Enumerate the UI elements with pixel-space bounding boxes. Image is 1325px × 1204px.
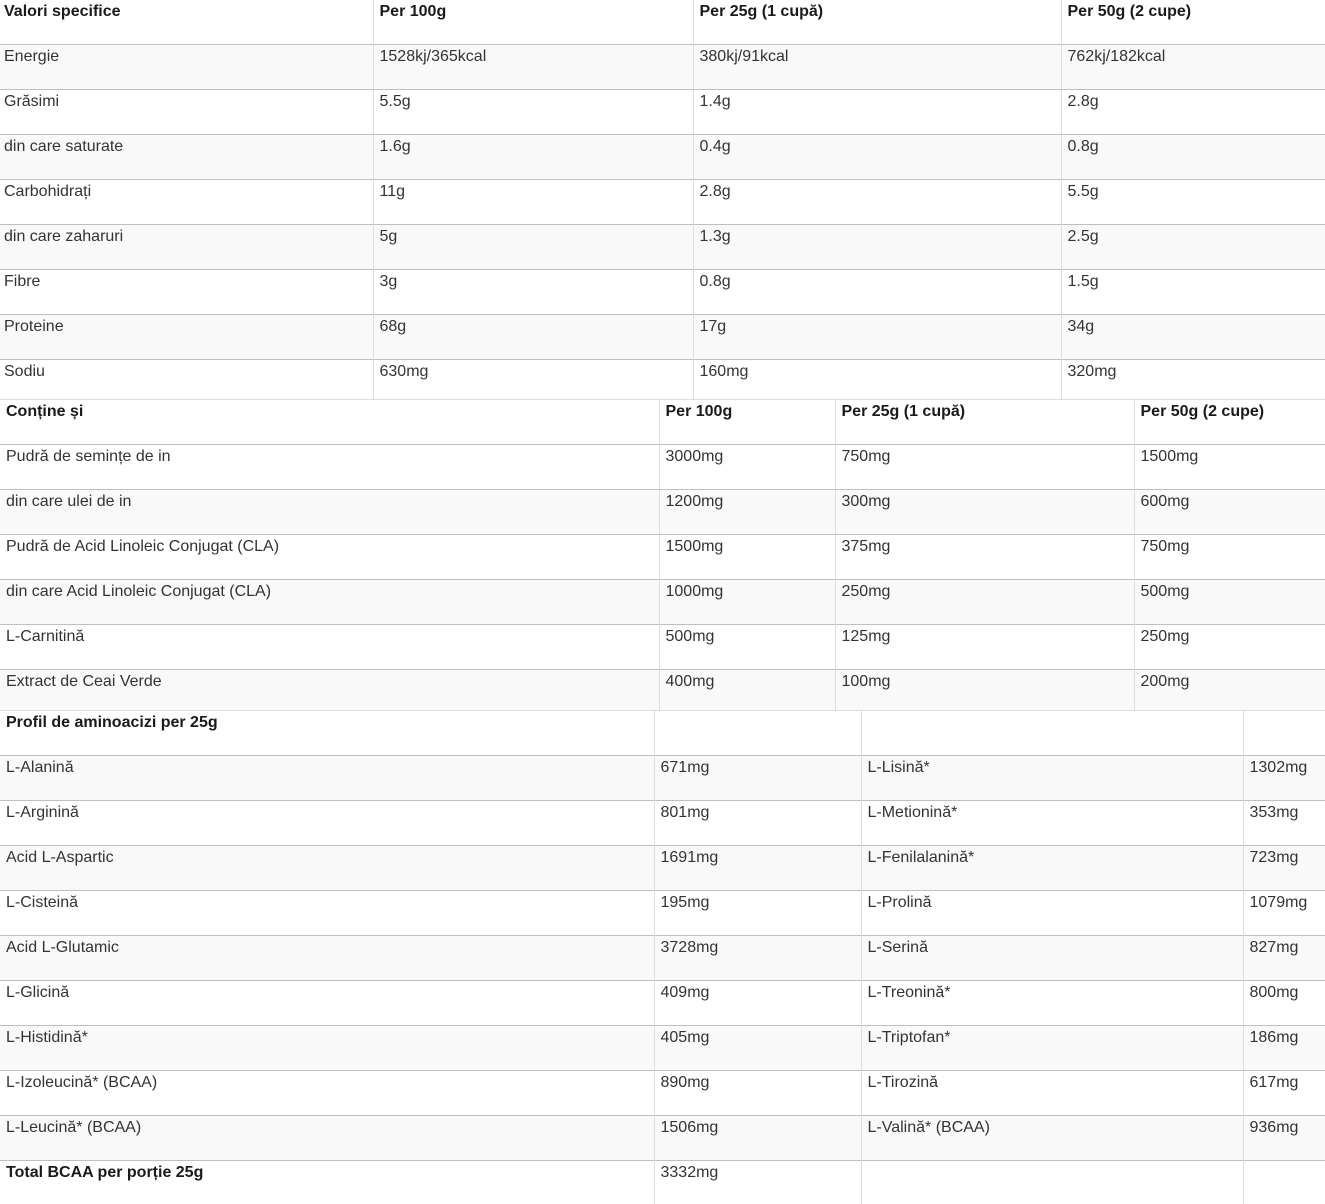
amino-value: 936mg <box>1243 1115 1325 1160</box>
column-header: Per 50g (2 cupe) <box>1061 0 1325 44</box>
table-row <box>0 179 1325 224</box>
amino-value: 723mg <box>1243 845 1325 890</box>
value-cell: 68g <box>373 314 693 359</box>
table-row <box>0 269 1325 314</box>
amino-name: L-Triptofan* <box>861 1025 1243 1070</box>
empty-cell <box>654 710 861 755</box>
value-cell: 2.5g <box>1061 224 1325 269</box>
value-cell: 34g <box>1061 314 1325 359</box>
empty-cell <box>861 710 1243 755</box>
value-cell: 200mg <box>1134 670 1325 710</box>
value-cell: 17g <box>693 314 1061 359</box>
value-cell: 1528kj/365kcal <box>373 44 693 89</box>
row-label: Energie <box>0 44 373 89</box>
value-cell: 1500mg <box>1134 445 1325 490</box>
value-cell: 750mg <box>835 445 1134 490</box>
value-cell: 762kj/182kcal <box>1061 44 1325 89</box>
value-cell: 100mg <box>835 670 1134 710</box>
column-header: Per 25g (1 cupă) <box>835 400 1134 445</box>
amino-name: L-Tirozină <box>861 1070 1243 1115</box>
column-header: Per 100g <box>659 400 835 445</box>
value-cell: 1.3g <box>693 224 1061 269</box>
value-cell: 2.8g <box>1061 89 1325 134</box>
value-cell: 0.4g <box>693 134 1061 179</box>
amino-name: Acid L-Aspartic <box>0 845 654 890</box>
amino-name: L-Fenilalanină* <box>861 845 1243 890</box>
value-cell: 630mg <box>373 359 693 399</box>
amino-value: 1302mg <box>1243 755 1325 800</box>
amino-name: L-Valină* (BCAA) <box>861 1115 1243 1160</box>
empty-cell <box>861 1160 1243 1204</box>
value-cell: 125mg <box>835 625 1134 670</box>
amino-name: L-Arginină <box>0 800 654 845</box>
value-cell: 250mg <box>1134 625 1325 670</box>
amino-value: 671mg <box>654 755 861 800</box>
value-cell: 250mg <box>835 580 1134 625</box>
table-row <box>0 44 1325 89</box>
amino-name: L-Lisină* <box>861 755 1243 800</box>
value-cell: 5.5g <box>1061 179 1325 224</box>
amino-value: 1506mg <box>654 1115 861 1160</box>
amino-name: L-Histidină* <box>0 1025 654 1070</box>
table-row <box>0 535 1325 580</box>
row-label: Carbohidrați <box>0 179 373 224</box>
amino-value: 801mg <box>654 800 861 845</box>
amino-name: Acid L-Glutamic <box>0 935 654 980</box>
row-label: Grăsimi <box>0 89 373 134</box>
value-cell: 3g <box>373 269 693 314</box>
amino-value: 186mg <box>1243 1025 1325 1070</box>
amino-value: 353mg <box>1243 800 1325 845</box>
table-row <box>0 1115 1325 1160</box>
value-cell: 320mg <box>1061 359 1325 399</box>
amino-name: L-Cisteină <box>0 890 654 935</box>
amino-value: 195mg <box>654 890 861 935</box>
table-row <box>0 134 1325 179</box>
amino-name: L-Prolină <box>861 890 1243 935</box>
column-header: Per 50g (2 cupe) <box>1134 400 1325 445</box>
empty-cell <box>1243 1160 1325 1204</box>
row-label: Fibre <box>0 269 373 314</box>
table-row <box>0 845 1325 890</box>
amino-value: 617mg <box>1243 1070 1325 1115</box>
value-cell: 1.5g <box>1061 269 1325 314</box>
amino-name: L-Treonină* <box>861 980 1243 1025</box>
value-cell: 1.4g <box>693 89 1061 134</box>
amino-value: 409mg <box>654 980 861 1025</box>
amino-header: Profil de aminoacizi per 25g <box>0 710 654 755</box>
amino-value: 1691mg <box>654 845 861 890</box>
table-row <box>0 580 1325 625</box>
amino-value: 3728mg <box>654 935 861 980</box>
value-cell: 600mg <box>1134 490 1325 535</box>
value-cell: 400mg <box>659 670 835 710</box>
table-row <box>0 935 1325 980</box>
row-label: Proteine <box>0 314 373 359</box>
table-row <box>0 980 1325 1025</box>
table-row <box>0 755 1325 800</box>
value-cell: 3000mg <box>659 445 835 490</box>
header-row <box>0 0 1325 44</box>
nutrition-table <box>0 0 1325 399</box>
amino-name: L-Izoleucină* (BCAA) <box>0 1070 654 1115</box>
value-cell: 11g <box>373 179 693 224</box>
row-label: din care Acid Linoleic Conjugat (CLA) <box>0 580 659 625</box>
column-header: Per 25g (1 cupă) <box>693 0 1061 44</box>
value-cell: 500mg <box>659 625 835 670</box>
table-row <box>0 890 1325 935</box>
table-row <box>0 224 1325 269</box>
amino-name: L-Alanină <box>0 755 654 800</box>
value-cell: 2.8g <box>693 179 1061 224</box>
table-row <box>0 359 1325 399</box>
table-row <box>0 1070 1325 1115</box>
value-cell: 500mg <box>1134 580 1325 625</box>
total-value: 3332mg <box>654 1160 861 1204</box>
value-cell: 1500mg <box>659 535 835 580</box>
table-row <box>0 89 1325 134</box>
value-cell: 380kj/91kcal <box>693 44 1061 89</box>
value-cell: 1200mg <box>659 490 835 535</box>
row-label: Extract de Ceai Verde <box>0 670 659 710</box>
total-row <box>0 1160 1325 1204</box>
row-label: Sodiu <box>0 359 373 399</box>
row-label: din care ulei de in <box>0 490 659 535</box>
row-label: Pudră de Acid Linoleic Conjugat (CLA) <box>0 535 659 580</box>
header-row <box>0 710 1325 755</box>
amino-name: L-Metionină* <box>861 800 1243 845</box>
header-row <box>0 400 1325 445</box>
table-row <box>0 1025 1325 1070</box>
table-row <box>0 800 1325 845</box>
table-row <box>0 670 1325 710</box>
table-row <box>0 625 1325 670</box>
amino-value: 890mg <box>654 1070 861 1115</box>
amino-name: L-Serină <box>861 935 1243 980</box>
column-header: Valori specifice <box>0 0 373 44</box>
empty-cell <box>1243 710 1325 755</box>
row-label: Pudră de semințe de in <box>0 445 659 490</box>
extras-table <box>0 399 1325 710</box>
value-cell: 0.8g <box>1061 134 1325 179</box>
amino-value: 405mg <box>654 1025 861 1070</box>
value-cell: 0.8g <box>693 269 1061 314</box>
table-row <box>0 314 1325 359</box>
value-cell: 5.5g <box>373 89 693 134</box>
amino-name: L-Glicină <box>0 980 654 1025</box>
column-header: Conține și <box>0 400 659 445</box>
amino-name: L-Leucină* (BCAA) <box>0 1115 654 1160</box>
amino-value: 827mg <box>1243 935 1325 980</box>
value-cell: 160mg <box>693 359 1061 399</box>
value-cell: 1.6g <box>373 134 693 179</box>
amino-value: 800mg <box>1243 980 1325 1025</box>
value-cell: 5g <box>373 224 693 269</box>
table-row <box>0 445 1325 490</box>
table-row <box>0 490 1325 535</box>
row-label: L-Carnitină <box>0 625 659 670</box>
amino-value: 1079mg <box>1243 890 1325 935</box>
row-label: din care zaharuri <box>0 224 373 269</box>
amino-table <box>0 710 1325 1204</box>
value-cell: 1000mg <box>659 580 835 625</box>
column-header: Per 100g <box>373 0 693 44</box>
total-label: Total BCAA per porție 25g <box>0 1160 654 1204</box>
value-cell: 750mg <box>1134 535 1325 580</box>
row-label: din care saturate <box>0 134 373 179</box>
value-cell: 375mg <box>835 535 1134 580</box>
value-cell: 300mg <box>835 490 1134 535</box>
